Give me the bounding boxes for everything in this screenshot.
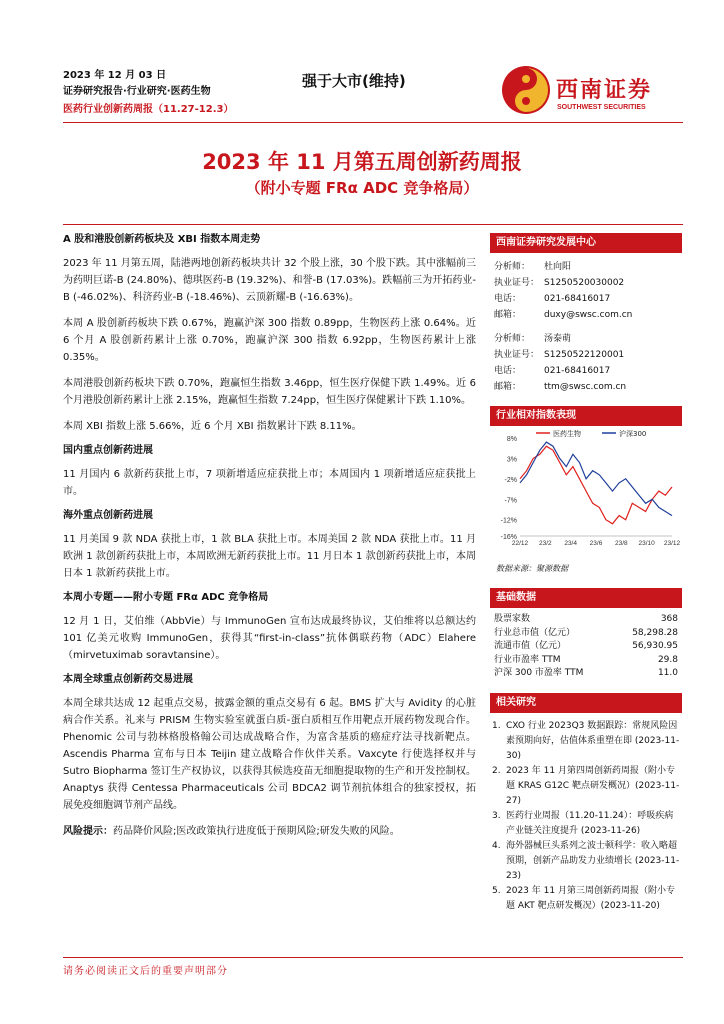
analyst-key: 电话： [494, 294, 522, 304]
basic-data-key: 流通市值（亿元） [494, 641, 567, 651]
report-subtitle: （附小专题 FRα ADC 竞争格局） [245, 179, 479, 197]
analyst-key: 执业证号： [494, 350, 540, 360]
basic-data-value: 29.8 [657, 654, 678, 665]
y-tick-label: 8% [506, 436, 517, 443]
related-research-title: 相关研究 [490, 693, 682, 713]
x-tick-label: 23/8 [615, 540, 628, 547]
report-series: 医药行业创新药周报（11.27-12.3） [63, 104, 234, 115]
item-title: 海外器械巨头系列之波士顿科学：收入略超预期，创新产品助发力业绩增长 (2023-11-23) [506, 840, 680, 881]
basic-data-row [490, 627, 682, 641]
analyst-row [494, 259, 680, 275]
analyst-key: 分析师： [494, 334, 531, 344]
section-index-trend [63, 233, 476, 435]
analyst-value: S1250522120001 [544, 350, 625, 360]
legend-label: 医药生物 [553, 430, 581, 438]
analyst-block [490, 253, 682, 395]
x-tick-label: 22/12 [511, 540, 529, 547]
related-research-list [490, 719, 682, 914]
basic-data-key: 沪深 300 市盈率 TTM [494, 668, 584, 678]
paragraph: 12 月 1 日，艾伯维（AbbVie）与 ImmunoGen 宣布达成最终协议，艾伯维将以总额达约 101 亿美元收购 ImmunoGen，获得其“first-in-class”抗体偶联药物（ADC）Elahere（mirvetuximab soravtansine）。 [63, 616, 476, 661]
analyst-key: 邮箱： [494, 310, 522, 320]
analyst-value: S1250520030002 [544, 278, 625, 288]
item-number: 3. [492, 810, 501, 821]
y-tick-label: -2% [504, 476, 517, 484]
logo-text-en: SOUTHWEST SECURITIES [557, 104, 646, 111]
report-date: 2023 年 12 月 03 日 [63, 70, 167, 81]
report-type: 证券研究报告·行业研究·医药生物 [63, 86, 211, 97]
basic-data-value: 368 [660, 614, 678, 624]
index-chart-title: 行业相对指数表现 [490, 406, 682, 426]
research-center-title: 西南证券研究发展中心 [490, 233, 682, 253]
paragraph: 本周港股创新药板块下跌 0.70%，跑赢恒生指数 3.46pp，恒生医疗保健下跌 1.49%。近 6 个月港股创新药累计上涨 2.15%，跑赢恒生指数 7.24pp，恒生医疗保健累计下跌 1.10%。 [63, 378, 476, 406]
analyst-row [494, 331, 680, 347]
item-title: 2023 年 11 月第三周创新药周报（附小专题 AKT 靶点研发概况）(2023-11-20) [506, 885, 675, 911]
item-number: 1. [492, 720, 501, 731]
basic-data-value: 58,298.28 [632, 627, 678, 638]
industry-rating: 强于大市(维持) [302, 72, 406, 90]
analyst-value: 021-68416017 [544, 294, 611, 304]
analyst-value: 汤泰萌 [544, 334, 572, 344]
analyst-row [494, 347, 680, 363]
x-tick-label: 23/10 [638, 540, 655, 547]
analyst-key: 执业证号： [494, 278, 540, 288]
section-heading: A 股和港股创新药板块及 XBI 指数本周走势 [63, 234, 261, 245]
related-research-item[interactable] [490, 839, 682, 884]
section-heading: 国内重点创新药进展 [63, 445, 153, 456]
legend-label: 沪深300 [619, 430, 647, 438]
paragraph: 本周全球共达成 12 起重点交易，披露金额的重点交易有 6 起。BMS 扩大与 Avidity 的心脏病合作关系。礼来与 PRISM 生物实验室就蛋白质-蛋白质相互作用靶点开展药物发现合作。Phenomic 公司与勃林格殷格翰公司达成战略合作，为富含基质的癌症疗法寻找新靶点。Ascendis Pharma 宣布与日本 Teijin 建立战略合作伙伴关系。Vaxcyte 行使选择权并与 Sutro Biopharma 签订生产权协议，以获得其候选疫苗无细胞提取物的生产和开发控制权。Anaptys 获得 Centessa Pharmaceuticals 公司 BDCA2 调节剂抗体组合的独家授权，拓展免疫细胞调节剂产品线。 [63, 698, 476, 811]
section-topic [63, 591, 476, 664]
analyst-value: 021-68416017 [544, 366, 611, 376]
logo-text-cn: 西南证券 [556, 77, 653, 103]
company-logo-icon [500, 64, 552, 116]
section-domestic [63, 444, 476, 500]
paragraph: 11 月国内 6 款新药获批上市，7 项新增适应症获批上市；本周国内 1 项新增适应症获批上市。 [63, 469, 476, 497]
paragraph: 2023 年 11 月第五周，陆港两地创新药板块共计 32 个股上涨，30 个股下跌。其中涨幅前三为药明巨诺-B (24.80%)、德琪医药-B (19.32%)、和誉-B (17.03%)。跌幅前三为开拓药业-B (-46.02%)、科济药业-B (-18.46%)、云顶新耀-B (-16.63%)。 [63, 258, 476, 303]
section-heading: 本周全球重点创新药交易进展 [63, 674, 193, 685]
basic-data-key: 行业市盈率 TTM [494, 654, 561, 665]
item-number: 2. [492, 765, 501, 776]
analyst-row [494, 379, 680, 395]
analyst-key: 邮箱： [494, 382, 522, 392]
title-divider [63, 224, 683, 225]
item-number: 4. [492, 840, 501, 851]
basic-data-table [490, 613, 682, 681]
analyst-email[interactable]: duxy@swsc.com.cn [544, 310, 633, 320]
footer-divider [63, 957, 683, 958]
item-title: 2023 年 11 月第四周创新药周报（附小专题 KRAS G12C 靶点研发概况）(2023-11-27) [506, 765, 680, 806]
section-heading: 本周小专题——附小专题 FRα ADC 竞争格局 [63, 592, 269, 603]
x-tick-label: 23/6 [589, 540, 603, 547]
related-research-item[interactable] [490, 764, 682, 809]
report-title: 2023 年 11 月第五周创新药周报 [202, 150, 522, 174]
basic-data-row [490, 613, 682, 627]
item-title: 医药行业周报（11.20-11.24）：呼吸疾病产业链关注度提升 (2023-11-26) [506, 810, 674, 836]
chart-source: 数据来源：聚源数据 [496, 564, 568, 573]
relative-index-chart [490, 426, 682, 556]
basic-data-value: 11.0 [657, 668, 678, 678]
item-title: CXO 行业 2023Q3 数据跟踪：常规风险因素预期向好，估值体系重塑在即 (2023-11-30) [506, 720, 680, 761]
analyst-email[interactable]: ttm@swsc.com.cn [544, 382, 627, 392]
analyst-row [494, 307, 680, 323]
analyst-row [494, 275, 680, 291]
section-heading: 海外重点创新药进展 [63, 510, 153, 521]
x-tick-label: 23/12 [663, 540, 681, 547]
basic-data-title: 基础数据 [490, 588, 682, 608]
risk-label: 风险提示： [63, 826, 113, 837]
analyst-value: 杜向阳 [544, 262, 572, 272]
basic-data-row [490, 654, 682, 668]
basic-data-key: 股票家数 [494, 614, 531, 624]
analyst-row [494, 291, 680, 307]
basic-data-value: 56,930.95 [632, 641, 678, 651]
item-number: 5. [492, 885, 501, 896]
section-deals [63, 673, 476, 814]
basic-data-key: 行业总市值（亿元） [494, 627, 576, 638]
header-divider [63, 122, 683, 123]
disclaimer-note: 请务必阅读正文后的重要声明部分 [63, 966, 228, 977]
basic-data-row [490, 640, 682, 654]
analyst-row [494, 363, 680, 379]
sidebar [490, 233, 682, 914]
y-tick-label: -12% [500, 517, 517, 525]
x-tick-label: 23/2 [539, 540, 552, 547]
y-tick-label: 3% [506, 456, 517, 464]
analyst-key: 分析师： [494, 262, 531, 272]
series-line [520, 446, 672, 524]
y-tick-label: -16% [500, 534, 517, 541]
y-tick-label: -7% [504, 497, 517, 505]
paragraph: 本周 XBI 指数上涨 5.66%，近 6 个月 XBI 指数累计下跌 8.11%。 [63, 421, 362, 432]
paragraph: 11 月美国 9 款 NDA 获批上市，1 款 BLA 获批上市。本周美国 2 款 NDA 获批上市。11 月欧洲 1 款创新药获批上市，本周欧洲无新药获批上市。11 月日本 1 款创新药获批上市，本周日本 1 款新药获批上市。 [63, 534, 476, 579]
risk-warning [63, 823, 476, 840]
main-content [63, 233, 476, 849]
x-tick-label: 23/4 [564, 540, 577, 547]
basic-data-row [490, 667, 682, 681]
related-research-item[interactable] [490, 809, 682, 839]
related-research-item[interactable] [490, 884, 682, 914]
section-overseas [63, 509, 476, 582]
risk-text: 药品降价风险;医改政策执行进度低于预期风险;研发失败的风险。 [113, 826, 400, 837]
paragraph: 本周 A 股创新药板块下跌 0.67%，跑赢沪深 300 指数 0.89pp，生物医药上涨 0.64%。近 6 个月 A 股创新药累计上涨 0.70%，跑赢沪深 300 指数 6.92pp，生物医药累计上涨 0.35%。 [63, 318, 476, 363]
analyst-key: 电话： [494, 366, 522, 376]
related-research-item[interactable] [490, 719, 682, 764]
